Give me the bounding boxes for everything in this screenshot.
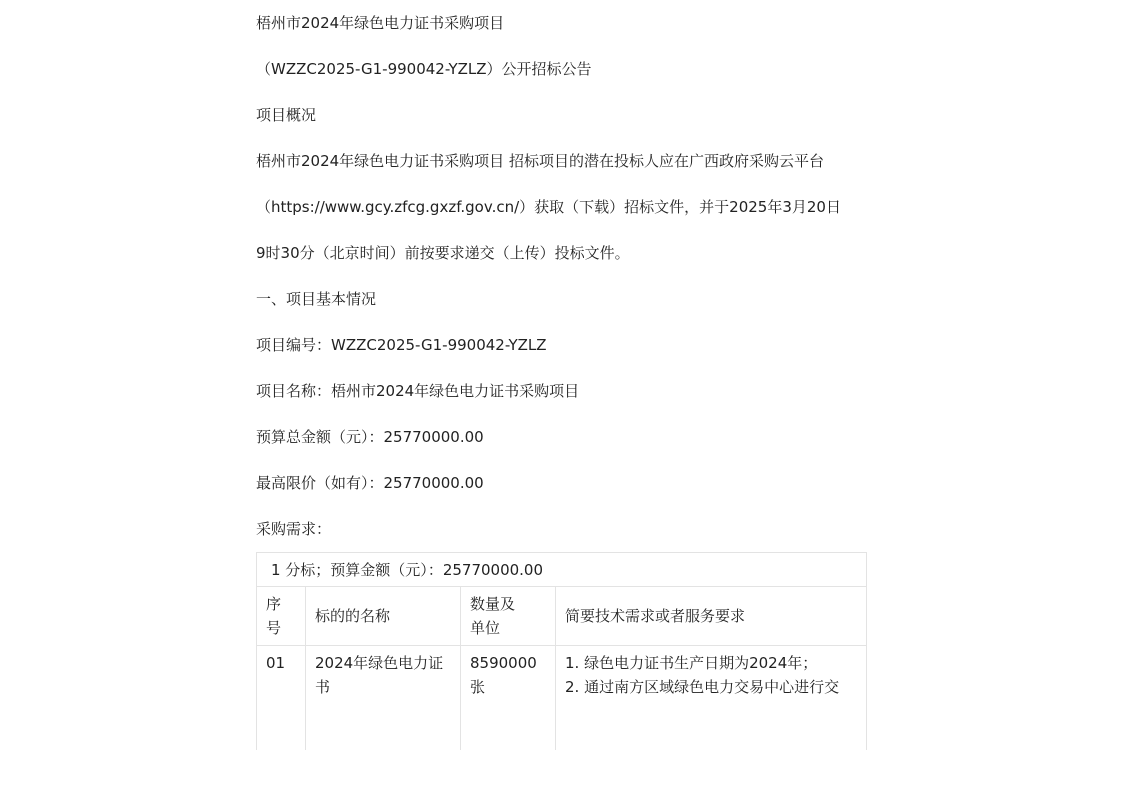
procurement-needs-label: 采购需求： — [256, 520, 332, 538]
header-quantity-label: 数量及单位 — [470, 595, 516, 637]
title-line-1: 梧州市2024年绿色电力证书采购项目 — [256, 14, 505, 32]
budget-total: 预算总金额（元）：25770000.00 — [256, 428, 484, 446]
cell-item-name: 2024年绿色电力证书 — [306, 646, 461, 751]
section1-heading: 一、项目基本情况 — [256, 290, 377, 308]
requirements-table — [256, 552, 867, 750]
lot-budget-cell: 1 分标；预算金额（元）：25770000.00 — [257, 553, 867, 587]
project-name: 项目名称：梧州市2024年绿色电力证书采购项目 — [256, 382, 580, 400]
table-subheader-row — [257, 553, 867, 587]
title-line-2: （WZZC2025-G1-990042-YZLZ）公开招标公告 — [256, 60, 592, 78]
cell-quantity-value: 8590000张 — [470, 654, 537, 696]
overview-heading: 项目概况 — [256, 106, 317, 124]
overview-line-1: 梧州市2024年绿色电力证书采购项目 招标项目的潜在投标人应在广西政府采购云平台 — [256, 152, 824, 170]
project-number: 项目编号：WZZC2025-G1-990042-YZLZ — [256, 336, 547, 354]
cell-index: 01 — [257, 646, 306, 751]
requirements-table-viewport — [256, 552, 867, 750]
table-header-row — [257, 587, 867, 646]
header-quantity — [461, 587, 556, 646]
table-row — [257, 646, 867, 751]
overview-line-2: （https://www.gcy.zfcg.gxzf.gov.cn/）获取（下载）招标文件，并于2025年3月20日 — [256, 198, 841, 216]
requirement-line-1: 1. 绿色电力证书生产日期为2024年； — [565, 654, 818, 672]
header-index-label: 序号 — [266, 595, 282, 637]
cell-requirements — [556, 646, 867, 751]
header-requirements: 简要技术需求或者服务要求 — [556, 587, 867, 646]
header-index — [257, 587, 306, 646]
overview-line-3: 9时30分（北京时间）前按要求递交（上传）投标文件。 — [256, 244, 630, 262]
header-item-name: 标的的名称 — [306, 587, 461, 646]
cell-quantity — [461, 646, 556, 751]
requirement-line-2: 2. 通过南方区域绿色电力交易中心进行交 — [565, 678, 840, 696]
max-price: 最高限价（如有）：25770000.00 — [256, 474, 484, 492]
